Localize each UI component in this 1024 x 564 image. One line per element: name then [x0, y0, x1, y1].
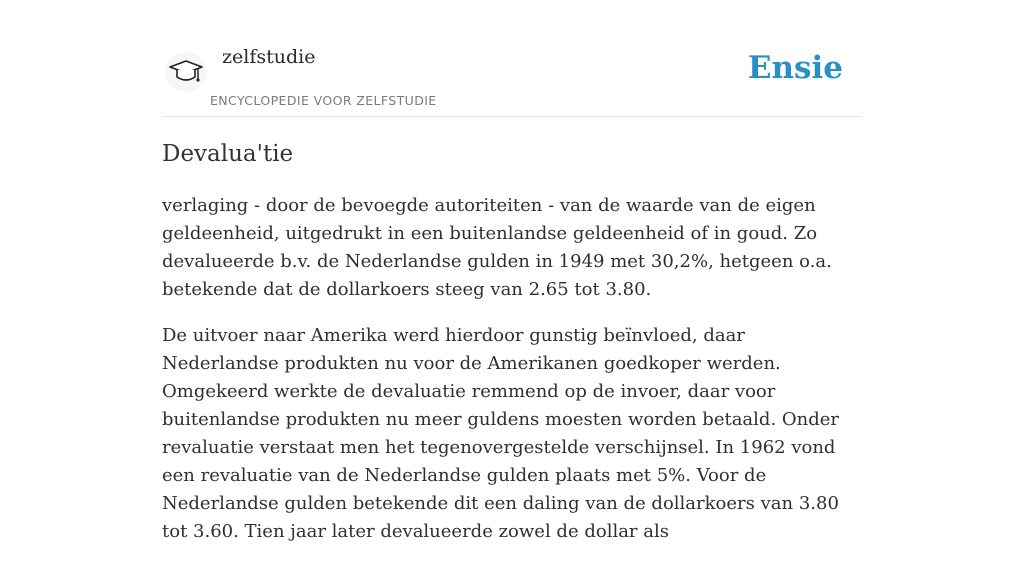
site-header: [162, 0, 862, 117]
article: [162, 138, 862, 564]
article-title: Devalua'tie: [162, 141, 294, 167]
logo-badge[interactable]: [165, 52, 207, 92]
site-name[interactable]: zelfstudie: [222, 46, 316, 68]
graduation-cap-icon: [168, 58, 204, 88]
site-tagline: ENCYCLOPEDIE VOOR ZELFSTUDIE: [210, 93, 437, 108]
article-paragraph-1: verlaging - door de bevoegde autoriteiten - van de waarde van de eigen geldeenheid, uitgedrukt in een buitenlandse geldeenheid of in goud. Zo devalueerde b.v. de Nederlandse gulden in 1949 met 30,2%, hetgeen o.a. betekende dat de dollarkoers steeg van 2.65 tot 3.80.: [162, 195, 832, 300]
ensie-brand-logo[interactable]: Ensie: [747, 50, 843, 86]
article-paragraph-2: De uitvoer naar Amerika werd hierdoor gunstig beïnvloed, daar Nederlandse produkten nu voor de Amerikanen goedkoper werden. Omgekeerd werkte de devaluatie remmend op de invoer, daar voor buitenlandse produkten nu meer guldens moesten worden betaald. Onder revaluatie verstaat men het tegenovergestelde verschijnsel. In 1962 vond een revaluatie van de Nederlandse gulden plaats met 5%. Voor de Nederlandse gulden betekende dit een daling van de dollarkoers van 3.80 tot 3.60. Tien jaar later devalueerde zowel de dollar als: [162, 325, 840, 542]
